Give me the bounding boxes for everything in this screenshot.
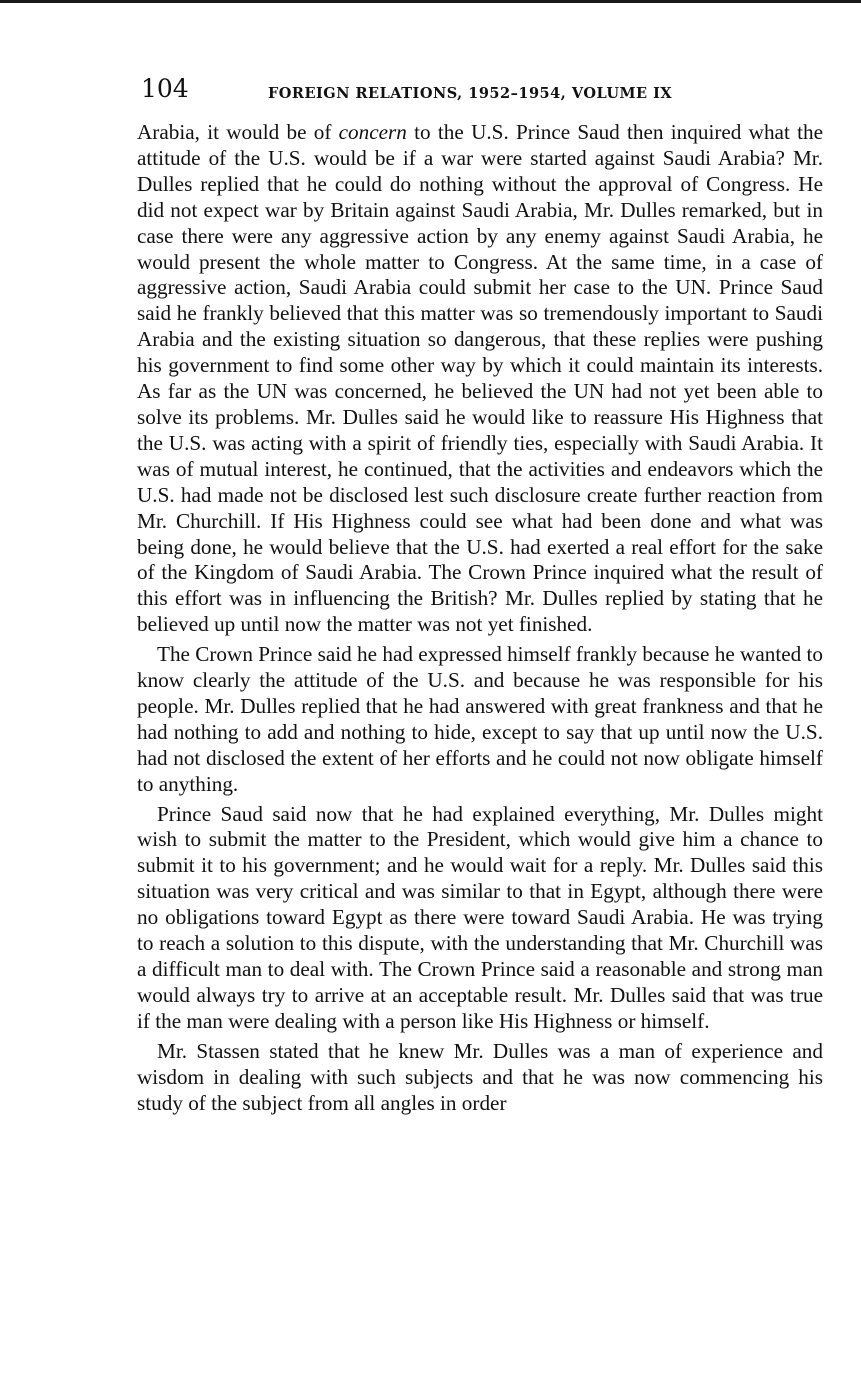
document-body — [137, 120, 823, 1120]
paragraph-4: Mr. Stassen stated that he knew Mr. Dulles was a man of experience and wisdom in dealing with such subjects and that he was now commencing his study of the subject from all angles in order — [137, 1038, 823, 1115]
emphasis-concern: concern — [338, 120, 407, 144]
running-head: FOREIGN RELATIONS, 1952–1954, VOLUME IX — [268, 85, 673, 102]
paragraph-1-lead: Arabia, it would be of — [137, 120, 339, 144]
paragraph-1-rest: to the U.S. Prince Saud then inquired what the attitude of the U.S. would be if a war were started against Saudi Arabia? Mr. Dulles replied that he could do nothing without the approval of Congress. He did not expect war by Britain against Saudi Arabia, Mr. Dulles remarked, but in case there were any aggressive action by any enemy against Saudi Arabia, he would present the whole matter to Congress. At the same time, in a case of aggressive action, Saudi Arabia could submit her case to the UN. Prince Saud said he frankly believed that this matter was so tremendously important to Saudi Arabia and the existing situation so dangerous, that these replies were pushing his government to find some other way by which it could maintain its interests. As far as the UN was concerned, he believed the UN had not yet been able to solve its problems. Mr. Dulles said he would like to reassure His Highness that the U.S. was acting with a spirit of friendly ties, especially with Saudi Arabia. It was of mutual interest, he continued, that the activities and endeavors which the U.S. had made not be disclosed lest such disclosure create further reaction from Mr. Churchill. If His Highness could see what had been done and what was being done, he would believe that the U.S. had exerted a real effort for the sake of the Kingdom of Saudi Arabia. The Crown Prince inquired what the result of this effort was in influencing the British? Mr. Dulles replied by stating that he believed up until now the matter was not yet finished. — [137, 120, 823, 637]
paragraph-1 — [137, 120, 823, 638]
page-number: 104 — [141, 74, 189, 103]
page-header — [137, 72, 823, 112]
paragraph-3: Prince Saud said now that he had explained everything, Mr. Dulles might wish to submit the matter to the President, which would give him a chance to submit it to his government; and he would wait for a reply. Mr. Dulles said this situation was very critical and was similar to that in Egypt, although there were no obligations toward Egypt as there were toward Saudi Arabia. He was trying to reach a solution to this dispute, with the understanding that Mr. Churchill was a difficult man to deal with. The Crown Prince said a reasonable and strong man would always try to arrive at an acceptable result. Mr. Dulles said that was true if the man were dealing with a person like His Highness or himself. — [137, 801, 823, 1033]
top-border-rule — [0, 0, 861, 3]
paragraph-2: The Crown Prince said he had expressed himself frankly because he wanted to know clearly the attitude of the U.S. and because he was responsible for his people. Mr. Dulles replied that he had answered with great frankness and that he had nothing to add and nothing to hide, except to say that up until now the U.S. had not disclosed the extent of her efforts and he could not now obligate himself to anything. — [137, 642, 824, 796]
